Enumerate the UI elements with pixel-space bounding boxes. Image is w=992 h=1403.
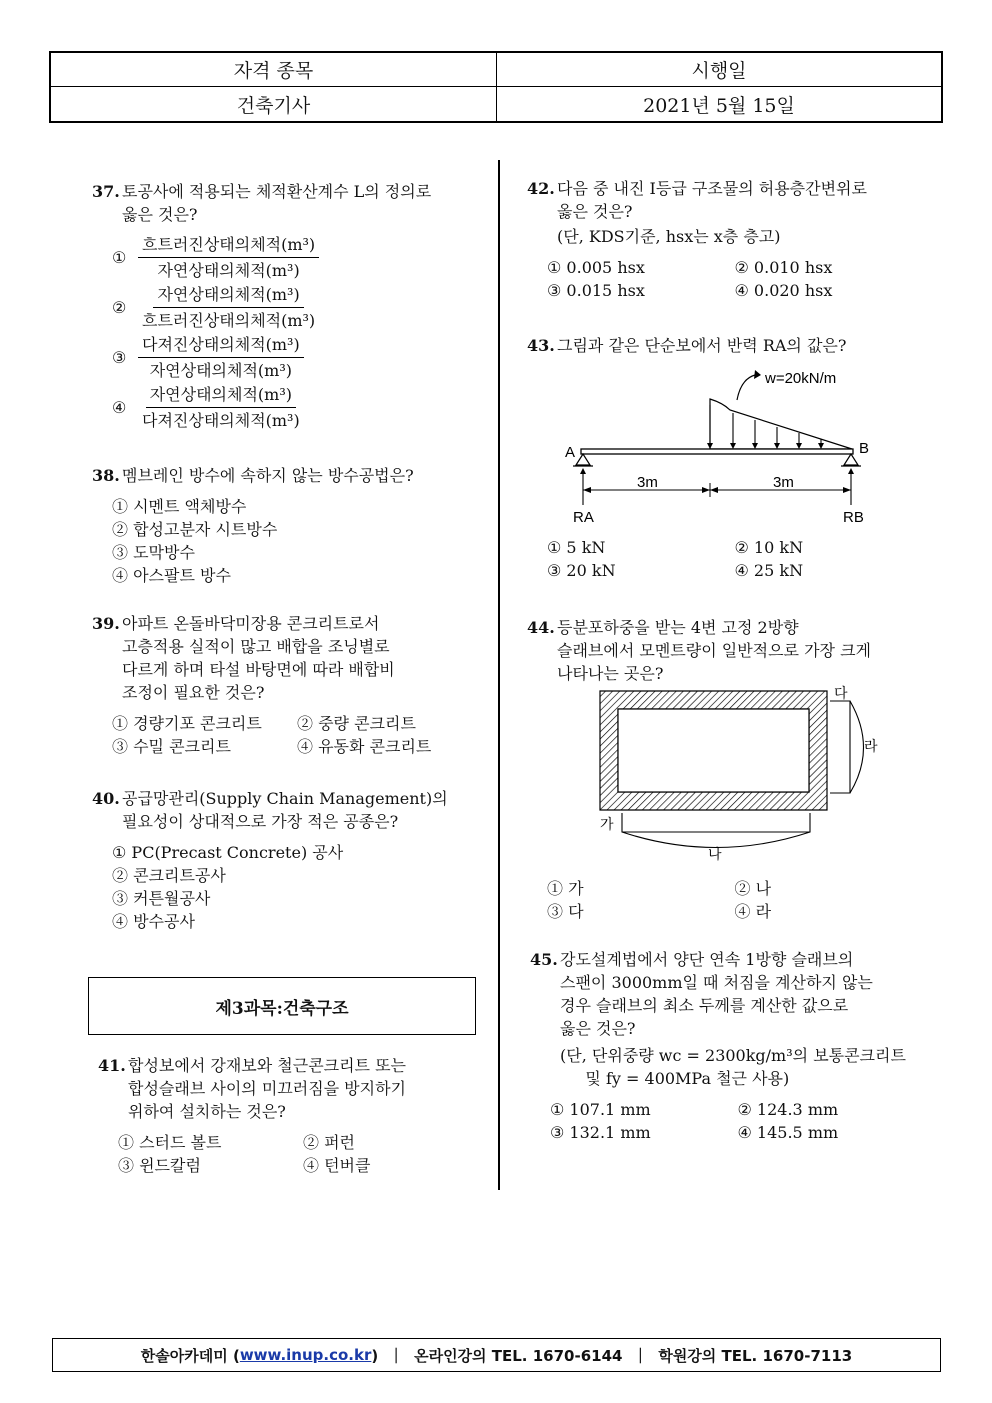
- question-text: 공급망관리(Supply Chain Management)의 필요성이 상대적으로 가장 적은 공종은?: [122, 789, 448, 831]
- option-3[interactable]: ③ 20 kN: [547, 561, 616, 580]
- question-number: 43.: [527, 336, 555, 355]
- option-3[interactable]: [92, 332, 482, 382]
- arrow-head: [583, 487, 591, 493]
- question-note: (단, 단위중량 wc = 2300kg/m³의 보통콘크리트 및 fy = 400MPa 철근 사용): [560, 1046, 906, 1088]
- option-4[interactable]: ④ 턴버클: [303, 1156, 371, 1175]
- fraction: [138, 283, 319, 332]
- load-arrows: [710, 405, 821, 446]
- question-number: 42.: [527, 179, 555, 198]
- header-date-value: 2021년 5월 15일: [643, 94, 795, 117]
- option-2[interactable]: ② 나: [734, 879, 772, 898]
- fraction-denominator: 다져진상태의체적(m³): [142, 410, 300, 430]
- option-mark: ②: [112, 297, 127, 317]
- arrow-head: [843, 487, 851, 493]
- arrow-head: [710, 487, 718, 493]
- option-3[interactable]: ③ 도막방수: [112, 543, 195, 562]
- question-40: [92, 787, 482, 933]
- option-1[interactable]: [92, 232, 482, 282]
- fraction: [138, 333, 304, 382]
- label-ra: 라: [864, 738, 878, 754]
- fraction-numerator: 자연상태의체적(m³): [153, 283, 303, 308]
- beam: [581, 449, 853, 454]
- question-45: [530, 948, 925, 1144]
- question-39: [92, 612, 482, 758]
- option-1[interactable]: ① 가: [547, 879, 584, 898]
- option-2[interactable]: [92, 282, 482, 332]
- question-44-options: [527, 877, 922, 923]
- option-mark: ③: [112, 347, 127, 367]
- load-label: w=20kN/m: [765, 370, 837, 387]
- option-3[interactable]: ③ 윈드칼럼: [118, 1156, 201, 1175]
- question-number: 40.: [92, 789, 120, 808]
- option-4[interactable]: [92, 382, 482, 432]
- option-mark: ①: [112, 247, 127, 267]
- simple-beam-diagram: [555, 365, 885, 535]
- option-4[interactable]: ④ 라: [734, 902, 772, 921]
- option-mark: ④: [112, 397, 127, 417]
- option-2[interactable]: ② 124.3 mm: [737, 1100, 839, 1119]
- question-text: 강도설계법에서 양단 연속 1방향 슬래브의 스팬이 3000mm일 때 처짐을 계산하지 않는 경우 슬래브의 최소 두께를 계산한 값으로 옳은 것은?: [560, 950, 873, 1038]
- span-label-1: 3m: [637, 474, 658, 491]
- label-da: 다: [834, 685, 848, 701]
- option-2[interactable]: ② 10 kN: [734, 538, 804, 557]
- header-subject-value: 건축기사: [51, 87, 497, 121]
- load-curved-arrow: [737, 375, 755, 400]
- option-4[interactable]: ④ 0.020 hsx: [734, 281, 833, 300]
- question-text: 아파트 온돌바닥미장용 콘크리트로서 고층적용 실적이 많고 배합을 조닝별로 다르게 하며 타설 바탕면에 따라 배합비 조정이 필요한 것은?: [122, 614, 395, 702]
- question-43-options: [527, 536, 922, 582]
- footer-website-link[interactable]: www.inup.co.kr: [239, 1346, 372, 1364]
- reaction-label-a: RA: [573, 509, 594, 526]
- option-2[interactable]: ② 0.010 hsx: [734, 258, 833, 277]
- question-text: 합성보에서 강재보와 철근콘크리트 또는 합성슬래브 사이의 미끄러짐을 방지하기 위하여 설치하는 것은?: [128, 1056, 407, 1121]
- option-3[interactable]: ③ 0.015 hsx: [547, 281, 645, 300]
- question-number: 45.: [530, 950, 558, 969]
- arrow-head: [580, 468, 586, 474]
- option-4[interactable]: ④ 아스팔트 방수: [112, 566, 231, 585]
- roller-support-b: [844, 454, 858, 465]
- footer-bar: [52, 1338, 941, 1372]
- question-text: 토공사에 적용되는 체적환산계수 L의 정의로 옳은 것은?: [122, 182, 432, 224]
- question-note: (단, KDS기준, hsx는 x층 층고): [557, 227, 781, 246]
- question-text: 등분포하중을 받는 4변 고정 2방향 슬래브에서 모멘트량이 일반적으로 가장 크게 나타나는 곳은?: [557, 618, 872, 683]
- load-arrow-heads: [707, 443, 824, 449]
- question-38: [92, 464, 482, 587]
- option-2[interactable]: ② 콘크리트공사: [112, 866, 226, 885]
- question-42: [527, 177, 922, 302]
- option-4[interactable]: ④ 방수공사: [112, 912, 195, 931]
- question-41: [98, 1054, 488, 1177]
- option-2[interactable]: ② 중량 콘크리트: [297, 714, 416, 733]
- fraction-denominator: 자연상태의체적(m³): [149, 360, 292, 380]
- question-number: 39.: [92, 614, 120, 633]
- option-3[interactable]: ③ 다: [547, 902, 584, 921]
- fraction-denominator: 흐트러진상태의체적(m³): [142, 310, 316, 330]
- option-1[interactable]: ① 스터드 볼트: [118, 1133, 222, 1152]
- bracket-ga: [622, 813, 810, 832]
- span-label-2: 3m: [773, 474, 794, 491]
- question-text: 그림과 같은 단순보에서 반력 RA의 값은?: [557, 336, 847, 355]
- option-1[interactable]: ① 0.005 hsx: [547, 258, 645, 277]
- option-1[interactable]: ① PC(Precast Concrete) 공사: [112, 843, 344, 862]
- option-1[interactable]: ① 107.1 mm: [550, 1100, 651, 1119]
- question-37: [92, 180, 482, 432]
- bracket-da: [830, 701, 850, 793]
- fraction: [138, 233, 319, 282]
- option-4[interactable]: ④ 145.5 mm: [737, 1123, 839, 1142]
- option-3[interactable]: ③ 수밀 콘크리트: [112, 737, 231, 756]
- two-way-slab-diagram: [592, 683, 892, 868]
- question-number: 44.: [527, 618, 555, 637]
- fraction-numerator: 자연상태의체적(m³): [146, 383, 296, 408]
- option-1[interactable]: ① 경량기포 콘크리트: [112, 714, 262, 733]
- question-43: [527, 334, 922, 357]
- reaction-label-b: RB: [843, 509, 864, 526]
- arrow-head: [754, 370, 761, 379]
- label-ga: 가: [600, 816, 614, 832]
- option-1[interactable]: ① 시멘트 액체방수: [112, 497, 247, 516]
- option-2[interactable]: ② 합성고분자 시트방수: [112, 520, 278, 539]
- slab-panel: [618, 709, 809, 792]
- fraction-numerator: 다져진상태의체적(m³): [138, 333, 304, 358]
- option-4[interactable]: ④ 25 kN: [734, 561, 804, 580]
- question-number: 41.: [98, 1056, 126, 1075]
- header-date-label: 시행일: [497, 53, 941, 87]
- question-44: [527, 616, 922, 685]
- label-na: 나: [708, 846, 722, 862]
- question-text: 멤브레인 방수에 속하지 않는 방수공법은?: [122, 466, 414, 485]
- fraction: [138, 383, 304, 432]
- column-divider: [498, 160, 500, 1190]
- section-title: 제3과목:건축구조: [88, 977, 476, 1035]
- fraction-denominator: 자연상태의체적(m³): [157, 260, 300, 280]
- header-subject-label: 자격 종목: [51, 53, 497, 87]
- option-2[interactable]: ② 퍼런: [303, 1133, 355, 1152]
- triangular-load: [710, 399, 852, 449]
- arrow-head: [848, 468, 854, 474]
- option-1[interactable]: ① 5 kN: [547, 538, 606, 557]
- question-number: 37.: [92, 182, 120, 201]
- support-label-b: B: [859, 440, 870, 457]
- support-label-a: A: [565, 444, 576, 461]
- footer-academy: 한솔아카데미 (: [140, 1346, 240, 1365]
- question-number: 38.: [92, 466, 120, 485]
- pin-support-a: [576, 454, 590, 465]
- moment-curve-ra: [850, 701, 864, 793]
- footer-contact: ) ｜ 온라인강의 TEL. 1670-6144 ｜ 학원강의 TEL. 1670-7113: [371, 1346, 853, 1365]
- option-4[interactable]: ④ 유동화 콘크리트: [297, 737, 432, 756]
- option-3[interactable]: ③ 커튼월공사: [112, 889, 211, 908]
- question-text: 다음 중 내진 I등급 구조물의 허용층간변위로 옳은 것은?: [557, 179, 867, 221]
- header-table: [49, 51, 943, 123]
- arrow-head: [702, 487, 710, 493]
- option-3[interactable]: ③ 132.1 mm: [550, 1123, 651, 1142]
- fraction-numerator: 흐트러진상태의체적(m³): [138, 233, 319, 258]
